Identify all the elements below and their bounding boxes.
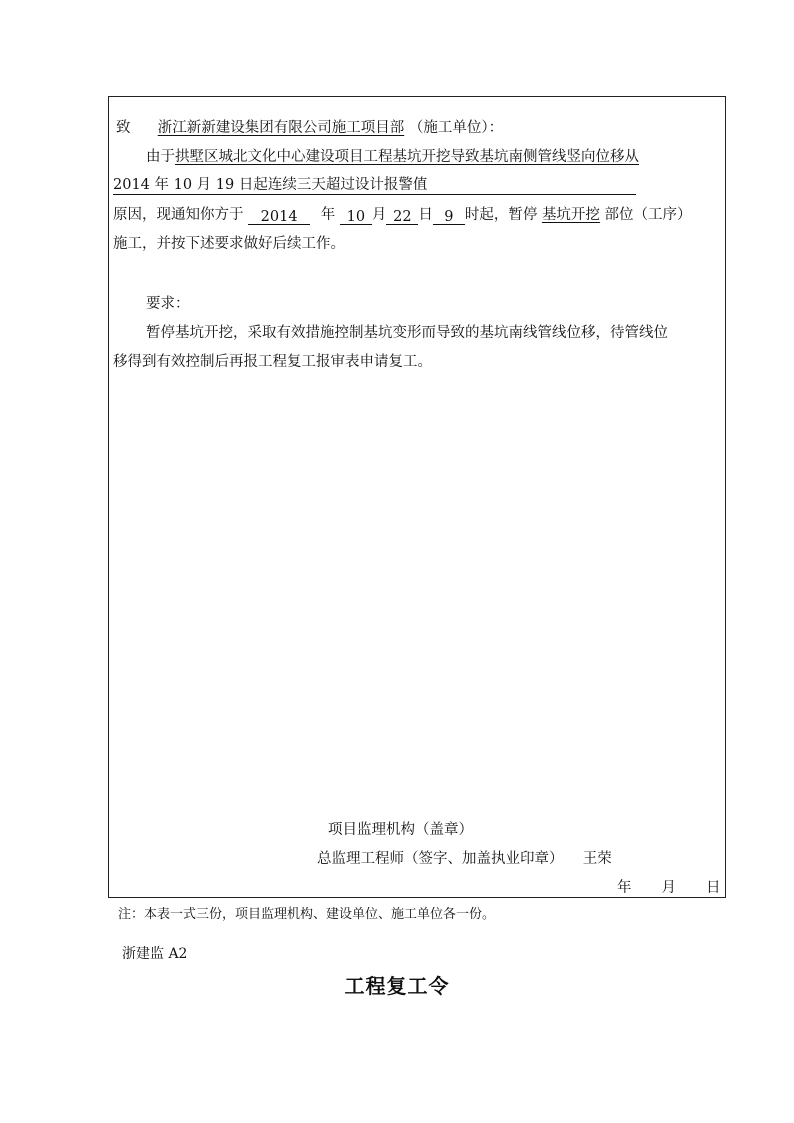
reason-text-1: 拱墅区城北文化中心建设项目工程基坑开挖导致基坑南侧管线竖向位移从 xyxy=(175,149,639,165)
stop-day: 22 xyxy=(386,207,418,225)
copies-note: 注：本表一式三份，项目监理机构、建设单位、施工单位各一份。 xyxy=(118,907,496,922)
recipient-suffix: （施工单位）： xyxy=(408,120,504,136)
date-month-label: 月 xyxy=(661,880,676,896)
supervision-org: 项目监理机构（盖章） xyxy=(328,822,473,838)
reason-text-2: 2014 年 10 月 19 日起连续三天超过设计报警值 xyxy=(113,176,636,195)
form-code: 浙建监 A2 xyxy=(122,946,188,962)
notice-text-2: 施工，并按下述要求做好后续工作。 xyxy=(113,236,345,252)
next-page-title: 工程复工令 xyxy=(344,974,450,998)
chief-engineer-line xyxy=(317,849,612,869)
date-year-label: 年 xyxy=(617,880,632,896)
stop-part-label: 部位（工序） xyxy=(604,207,692,223)
stop-part: 基坑开挖 xyxy=(541,207,600,223)
stop-month-label: 月 xyxy=(371,207,387,223)
date-day-label: 日 xyxy=(706,880,721,896)
stop-month: 10 xyxy=(340,207,372,225)
chief-engineer-label: 总监理工程师（签字、加盖执业印章） xyxy=(317,851,564,867)
to-prefix: 致 xyxy=(116,120,131,136)
stop-day-label: 日 xyxy=(418,207,433,223)
requirements-label: 要求： xyxy=(146,296,190,312)
stop-hour-label: 时起，暂停 xyxy=(464,207,538,223)
stop-hour: 9 xyxy=(433,207,465,225)
notice-prefix: 原因，现通知你方于 xyxy=(113,207,244,223)
recipient-name: 浙江新新建设集团有限公司施工项目部 xyxy=(157,120,405,136)
reason-intro: 由于 xyxy=(146,149,175,165)
requirements-line-2: 移得到有效控制后再报工程复工报审表申请复工。 xyxy=(113,354,432,370)
chief-engineer-name: 王荣 xyxy=(582,851,612,867)
addressee-line xyxy=(116,118,503,138)
notice-line-2 xyxy=(113,234,345,254)
signature-date xyxy=(617,878,721,898)
notice-line xyxy=(113,205,692,225)
requirements-line-1: 暂停基坑开挖，采取有效措施控制基坑变形而导致的基坑南线管线位移，待管线位 xyxy=(146,325,668,341)
reason-line-2 xyxy=(113,175,636,195)
reason-line-1 xyxy=(146,147,639,167)
stop-year: 2014 xyxy=(248,207,310,225)
stop-year-label: 年 xyxy=(320,207,336,223)
